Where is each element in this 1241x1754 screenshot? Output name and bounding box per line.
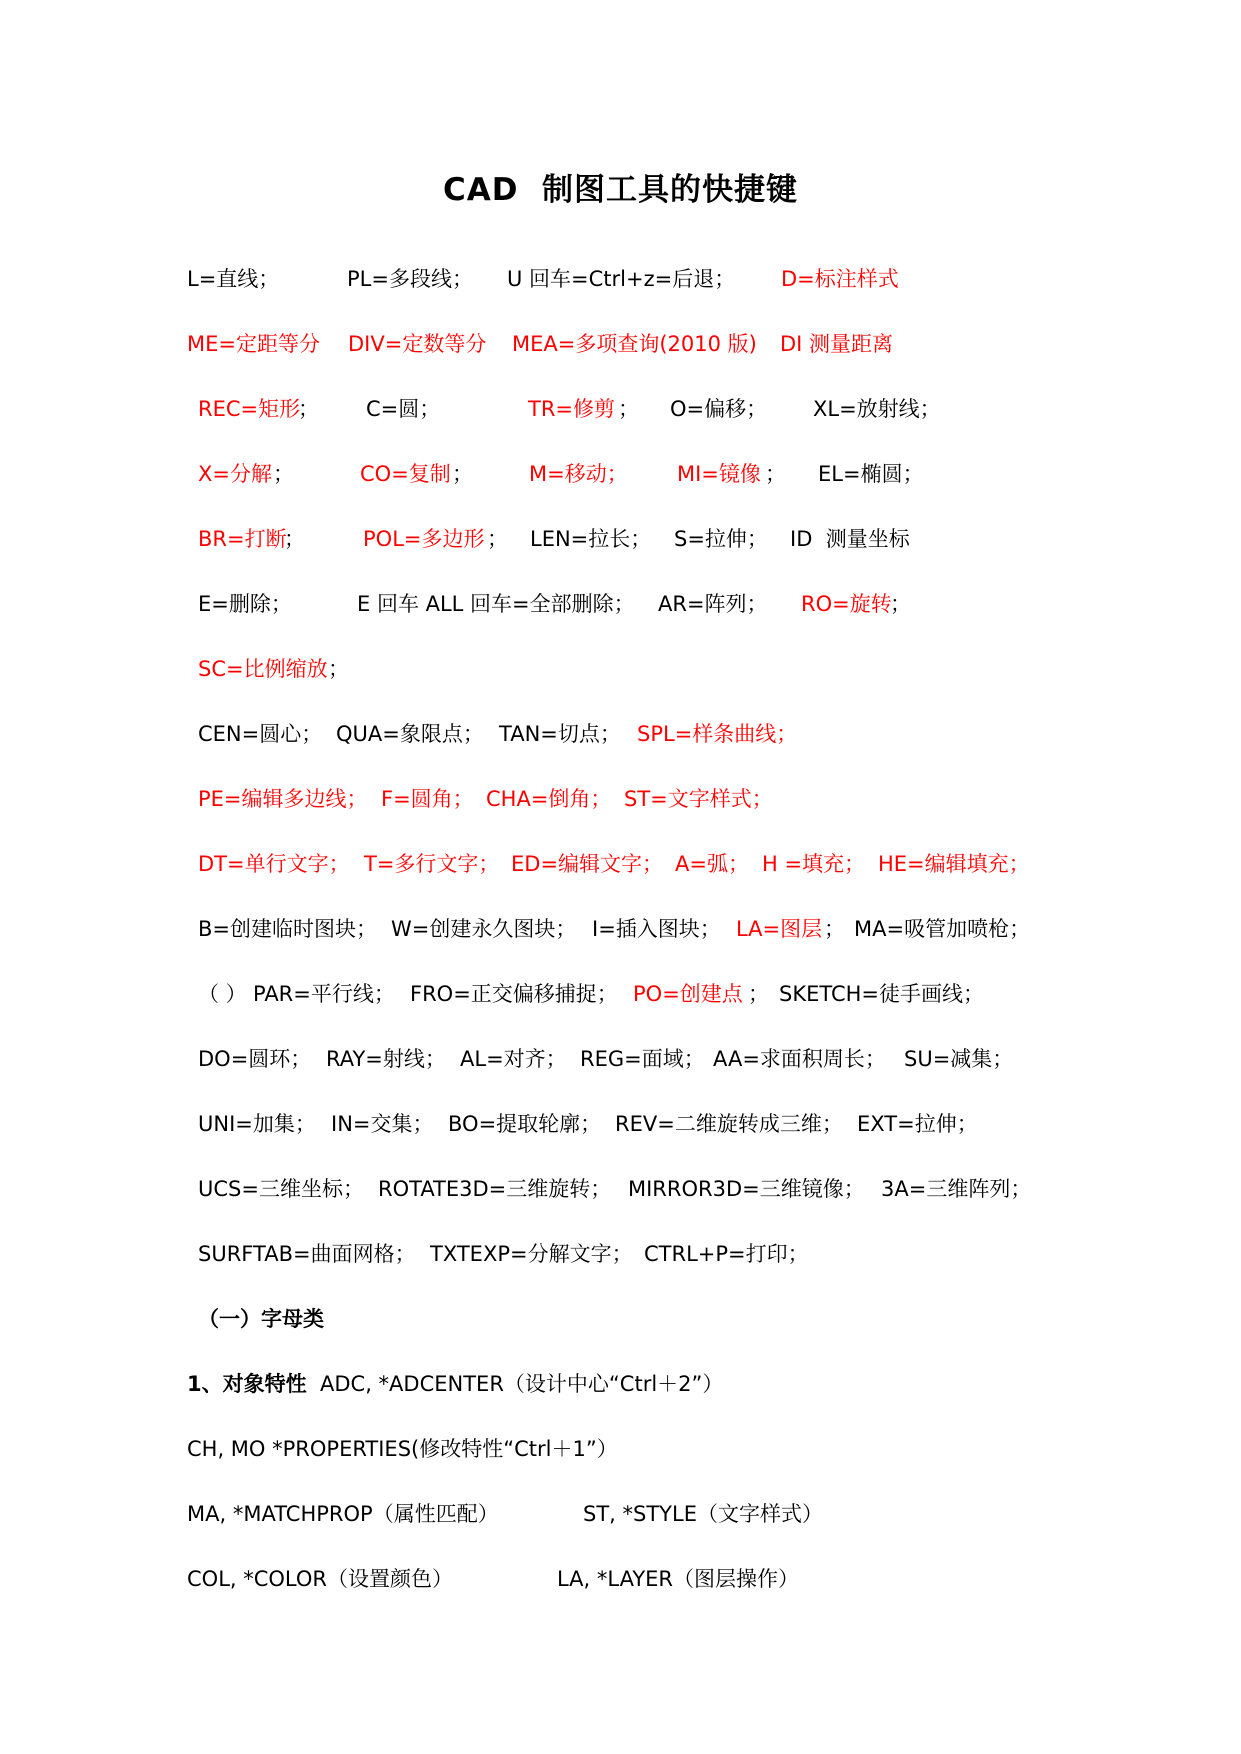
shortcut-entry: F=圆角； [381, 787, 474, 811]
shortcut-entry: FRO=正交偏移捕捉； [410, 982, 618, 1006]
separator: ； [765, 462, 786, 486]
command-line [0, 1432, 1241, 1466]
shortcut-entry: I=插入图块； [592, 917, 721, 941]
shortcut-line [0, 847, 1241, 881]
separator: ； [284, 527, 305, 551]
shortcut-line [0, 262, 1241, 296]
separator: ； [328, 657, 349, 681]
command-entry: ADC, *ADCENTER（设计中心“Ctrl＋2”） [320, 1372, 724, 1396]
separator: ； [824, 917, 845, 941]
shortcut-entry: ROTATE3D=三维旋转； [378, 1177, 612, 1201]
command-entry: COL, *COLOR（设置颜色） [187, 1567, 454, 1591]
shortcut-entry: T=多行文字； [364, 852, 500, 876]
shortcut-entry: PE=编辑多边线； [198, 787, 368, 811]
shortcut-entry: ED=编辑文字； [511, 852, 664, 876]
command-line [0, 1497, 1241, 1531]
shortcut-entry: O=偏移； [670, 397, 768, 421]
command-entry: CH, MO *PROPERTIES(修改特性“Ctrl＋1”） [187, 1437, 618, 1461]
shortcut-entry: X=分解 [198, 462, 272, 486]
page-title: CAD 制图工具的快捷键 [442, 172, 799, 208]
shortcut-entry: DI 测量距离 [780, 332, 894, 356]
shortcut-entry: TXTEXP=分解文字； [430, 1242, 633, 1266]
separator: ； [452, 462, 473, 486]
shortcut-entry: QUA=象限点； [336, 722, 484, 746]
shortcut-entry: H =填充； [762, 852, 866, 876]
shortcut-entry: 3A=三维阵列； [881, 1177, 1032, 1201]
shortcut-entry: REC=矩形 [198, 397, 301, 421]
shortcut-entry: EXT=拉伸； [857, 1112, 978, 1136]
separator: ； [618, 397, 639, 421]
command-entry: MA, *MATCHPROP（属性匹配） [187, 1502, 499, 1526]
shortcut-entry: DIV=定数等分 [348, 332, 487, 356]
shortcut-entry: REV=二维旋转成三维； [615, 1112, 843, 1136]
shortcut-entry: （ ） [198, 982, 247, 1006]
shortcut-line [0, 1237, 1241, 1271]
shortcut-entry: DO=圆环； [198, 1047, 312, 1071]
shortcut-line [0, 522, 1241, 556]
shortcut-line [0, 327, 1241, 361]
shortcut-line [0, 457, 1241, 491]
shortcut-entry: PAR=平行线； [253, 982, 395, 1006]
subsection-heading: 1、对象特性 [187, 1372, 307, 1396]
shortcut-entry: AL=对齐； [460, 1047, 567, 1071]
shortcut-entry: MI=镜像 [677, 462, 761, 486]
shortcut-entry: MA=吸管加喷枪； [854, 917, 1031, 941]
shortcut-entry: IN=交集； [331, 1112, 434, 1136]
shortcut-entry: TAN=切点； [499, 722, 621, 746]
shortcut-entry: BR=打断 [198, 527, 287, 551]
shortcut-entry: ME=定距等分 [187, 332, 320, 356]
shortcut-line [0, 912, 1241, 946]
shortcut-entry: ID 测量坐标 [790, 527, 910, 551]
shortcut-line [0, 1042, 1241, 1076]
separator: ； [487, 527, 508, 551]
command-line [0, 1562, 1241, 1596]
shortcut-entry: HE=编辑填充； [878, 852, 1030, 876]
shortcut-entry: PO=创建点 [633, 982, 743, 1006]
shortcut-entry: A=弧； [675, 852, 749, 876]
shortcut-line [0, 717, 1241, 751]
shortcut-entry: UCS=三维坐标； [198, 1177, 364, 1201]
shortcut-entry: SURFTAB=曲面网格； [198, 1242, 416, 1266]
shortcut-line [0, 782, 1241, 816]
shortcut-entry: DT=单行文字； [198, 852, 350, 876]
shortcut-entry: TR=修剪 [528, 397, 616, 421]
section-heading: （一）字母类 [198, 1307, 324, 1331]
separator: ； [273, 462, 294, 486]
shortcut-line [0, 587, 1241, 621]
shortcut-entry: UNI=加集； [198, 1112, 316, 1136]
shortcut-line [0, 1172, 1241, 1206]
shortcut-entry: U 回车=Ctrl+z=后退； [507, 267, 736, 291]
shortcut-entry: S=拉伸； [674, 527, 768, 551]
shortcut-entry: AR=阵列； [658, 592, 768, 616]
command-line [0, 1367, 1241, 1401]
section-heading-line [0, 1302, 1241, 1336]
shortcut-entry: MEA=多项查询(2010 版) [512, 332, 757, 356]
shortcut-entry: PL=多段线； [347, 267, 473, 291]
shortcut-entry: SPL=样条曲线； [637, 722, 798, 746]
shortcut-entry: REG=面域； [580, 1047, 705, 1071]
shortcut-entry: AA=求面积周长； [713, 1047, 886, 1071]
shortcut-line [0, 1107, 1241, 1141]
shortcut-entry: L=直线； [187, 267, 280, 291]
shortcut-entry: BO=提取轮廓； [448, 1112, 602, 1136]
shortcut-entry: LA=图层 [736, 917, 823, 941]
shortcut-entry: RO=旋转 [801, 592, 892, 616]
shortcut-entry: C=圆； [366, 397, 441, 421]
shortcut-entry: CHA=倒角； [486, 787, 612, 811]
command-entry: ST, *STYLE（文字样式） [583, 1502, 823, 1526]
shortcut-entry: E 回车 ALL 回车=全部删除； [357, 592, 635, 616]
shortcut-entry: LEN=拉长； [530, 527, 652, 551]
shortcut-line [0, 392, 1241, 426]
shortcut-entry: M=移动； [529, 462, 628, 486]
shortcut-entry: W=创建永久图块； [391, 917, 577, 941]
shortcut-entry: POL=多边形 [363, 527, 485, 551]
shortcut-line [0, 652, 1241, 686]
shortcut-entry: CEN=圆心； [198, 722, 323, 746]
shortcut-entry: XL=放射线； [813, 397, 941, 421]
shortcut-entry: B=创建临时图块； [198, 917, 378, 941]
shortcut-entry: SU=减集； [904, 1047, 1014, 1071]
separator: ； [748, 982, 769, 1006]
shortcut-entry: CO=复制 [360, 462, 451, 486]
shortcut-entry: EL=椭圆； [818, 462, 924, 486]
shortcut-entry: D=标注样式 [781, 267, 899, 291]
shortcut-entry: CTRL+P=打印； [644, 1242, 809, 1266]
shortcut-entry: MIRROR3D=三维镜像； [628, 1177, 865, 1201]
shortcut-entry: ST=文字样式； [624, 787, 773, 811]
shortcut-entry: E=删除； [198, 592, 292, 616]
shortcut-entry: SC=比例缩放 [198, 657, 328, 681]
shortcut-entry: RAY=射线； [326, 1047, 446, 1071]
command-entry: LA, *LAYER（图层操作） [557, 1567, 800, 1591]
shortcut-line [0, 977, 1241, 1011]
separator: ； [298, 397, 319, 421]
separator: ； [890, 592, 911, 616]
shortcut-entry: SKETCH=徒手画线； [779, 982, 985, 1006]
